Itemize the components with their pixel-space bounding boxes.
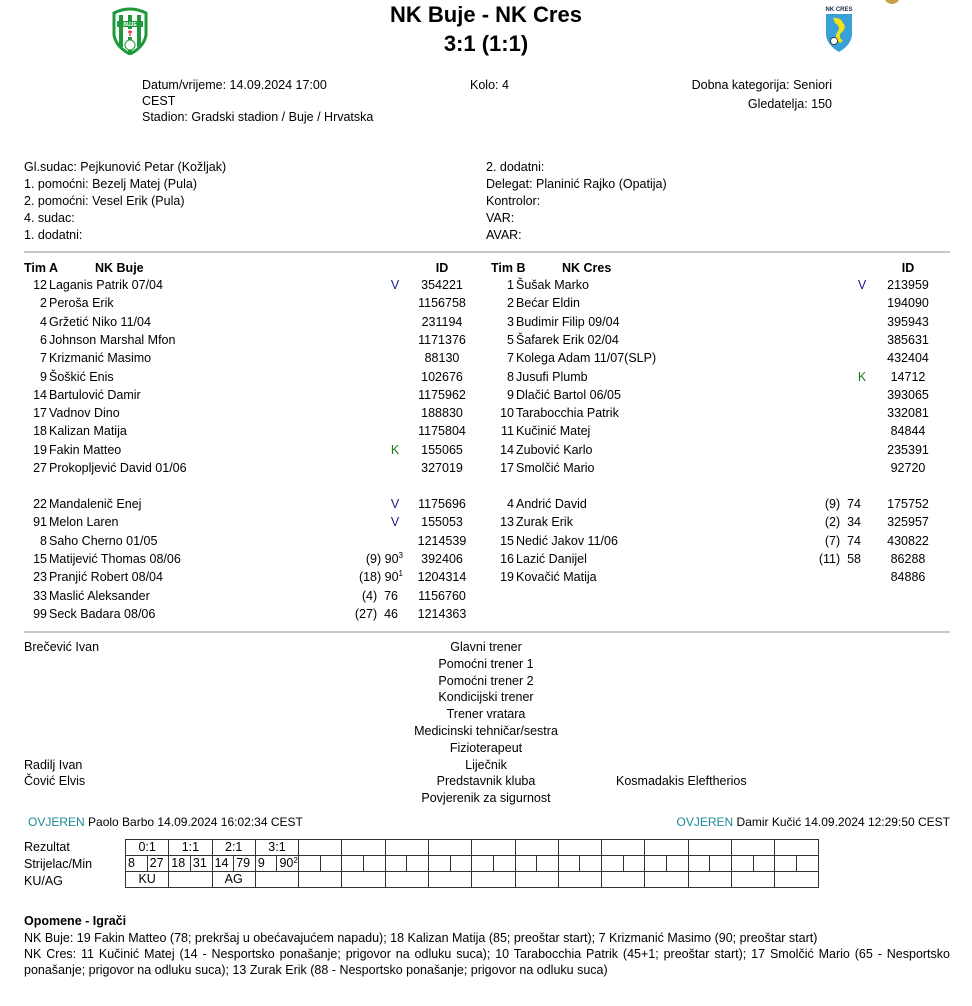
result-cell xyxy=(342,840,385,856)
player-id: 432404 xyxy=(887,351,929,366)
player-number: 2 xyxy=(40,296,47,311)
player-row xyxy=(0,422,972,440)
team-b-id-header: ID xyxy=(901,261,915,275)
player-name: Fakin Matteo xyxy=(49,442,122,457)
goalkeeper-marker: V xyxy=(857,278,867,292)
divider xyxy=(24,251,950,253)
player-row xyxy=(0,276,972,294)
result-cell xyxy=(428,840,471,856)
added-time: 3 xyxy=(398,550,403,560)
result-cell xyxy=(299,840,342,856)
player-name: Melon Laren xyxy=(49,515,119,530)
substitution-info xyxy=(355,605,403,623)
goal-type-cell xyxy=(731,872,774,888)
official-line: AVAR: xyxy=(486,228,522,242)
captain-marker: K xyxy=(390,442,400,457)
substitution-minute: (18) 90 xyxy=(358,570,399,585)
goal-minute-cell xyxy=(493,856,515,872)
goal-type-cell xyxy=(255,872,298,888)
player-name: Mandalenič Enej xyxy=(49,497,142,511)
substitution-minute: (9) 74 xyxy=(824,497,861,511)
player-number: 8 xyxy=(507,369,514,384)
player-id: 1156758 xyxy=(418,296,466,311)
goal-minute: 27 xyxy=(149,856,164,870)
goal-minute-cell xyxy=(407,856,429,872)
player-name: Andrić David xyxy=(516,497,587,511)
goal-type-cell xyxy=(775,872,818,888)
result-cell: 1:1 xyxy=(169,840,212,856)
scorer-number-cell xyxy=(385,856,407,872)
team-b-name: NK Cres xyxy=(562,261,612,275)
goal-type-cell xyxy=(688,872,731,888)
player-row xyxy=(0,404,972,422)
verified-status: OVJEREN xyxy=(676,815,734,829)
player-number: 9 xyxy=(507,387,514,402)
scorer-number-cell: 14 xyxy=(212,856,234,872)
goal-type-cell xyxy=(645,872,688,888)
goal-minute-cell xyxy=(796,856,818,872)
verified-by: Damir Kučić 14.09.2024 12:29:50 CEST xyxy=(736,815,950,829)
player-name: Kovačić Matija xyxy=(516,570,597,585)
player-id: 1214363 xyxy=(417,606,467,621)
substitution-info xyxy=(825,495,866,513)
staff-role: Fizioterapeut xyxy=(449,740,523,755)
goalkeeper-marker: V xyxy=(390,515,400,530)
player-number: 15 xyxy=(500,533,514,548)
match-title: NK Buje - NK Cres xyxy=(390,2,582,27)
result-label: Rezultat xyxy=(24,840,70,854)
player-id: 155065 xyxy=(421,442,463,457)
goal-minute-cell xyxy=(623,856,645,872)
scorer-number-cell xyxy=(558,856,580,872)
goal-type-cell xyxy=(515,872,558,888)
player-number: 4 xyxy=(40,314,47,329)
substitution-info xyxy=(825,532,866,550)
player-name: Johnson Marshal Mfon xyxy=(49,332,176,347)
goal-minute-cell xyxy=(320,856,342,872)
player-name: Šafarek Erik 02/04 xyxy=(516,332,619,347)
player-name: Budimir Filip 09/04 xyxy=(516,314,620,329)
player-name: Lazić Danijel xyxy=(516,551,587,566)
player-id: 1175962 xyxy=(418,387,466,402)
player-id: 1156760 xyxy=(418,588,466,603)
verified-status: OVJEREN xyxy=(28,815,85,829)
player-number: 27 xyxy=(33,461,47,475)
substitution-info xyxy=(825,513,866,531)
player-name: Zubović Karlo xyxy=(516,442,593,457)
official-line: 2. dodatni: xyxy=(486,160,545,174)
cautions-away: NK Cres: 11 Kučinić Matej (14 - Nesportsko ponašanje; prigovor na odluku suca); 10 Tarabocchia Patrik (45+1; preoštar start); 17 Smolčić Mario (65 - Nesportsko ponašanje; prigovor na odluku suca); 13 Zurak Erik (88 - Nesportsko ponašanje; prigovor na odluku suca) xyxy=(24,947,950,977)
staff-role: Kondicijski trener xyxy=(438,690,534,705)
goal-type-cell xyxy=(169,872,212,888)
goalkeeper-marker: V xyxy=(390,278,400,292)
player-id: 14712 xyxy=(890,369,926,384)
player-row xyxy=(0,587,972,605)
player-number: 13 xyxy=(500,515,514,530)
player-number: 4 xyxy=(507,497,514,511)
player-name: Laganis Patrik 07/04 xyxy=(49,278,163,292)
player-number: 7 xyxy=(40,351,47,366)
player-row xyxy=(0,368,972,386)
player-row xyxy=(0,331,972,349)
goal-type-cell: AG xyxy=(212,872,255,888)
player-number: 10 xyxy=(500,406,514,421)
player-row xyxy=(0,605,972,623)
scorer-number-cell: 18 xyxy=(169,856,191,872)
team-a-id-header: ID xyxy=(435,261,449,275)
scorer-number-cell xyxy=(645,856,667,872)
player-name: Prokopljević David 01/06 xyxy=(49,461,187,475)
goal-minute-cell xyxy=(753,856,775,872)
player-number: 2 xyxy=(507,296,514,311)
player-name: Peroša Erik xyxy=(49,296,114,311)
goal-minute-cell xyxy=(147,856,169,872)
player-number: 19 xyxy=(500,570,514,585)
substitution-minute: (27) 46 xyxy=(354,606,398,621)
player-number: 33 xyxy=(33,588,47,603)
scorer-number-cell xyxy=(515,856,537,872)
player-name: Jusufi Plumb xyxy=(516,369,588,384)
result-cell: 2:1 xyxy=(212,840,255,856)
player-row xyxy=(0,550,972,568)
player-id: 102676 xyxy=(421,369,463,384)
official-line: VAR: xyxy=(486,211,515,225)
official-line: 4. sudac: xyxy=(24,211,75,225)
goal-minute-cell xyxy=(277,856,299,872)
staff-role: Pomoćni trener 2 xyxy=(438,673,534,688)
player-row xyxy=(0,294,972,312)
player-id: 84886 xyxy=(890,570,926,585)
goal-minute-cell xyxy=(190,856,212,872)
scorer-number-cell xyxy=(472,856,494,872)
player-name: Seck Badara 08/06 xyxy=(49,606,156,621)
player-number: 3 xyxy=(507,314,514,329)
player-id: 1204314 xyxy=(417,570,467,585)
substitution-minute: (7) 74 xyxy=(824,533,861,548)
player-number: 11 xyxy=(501,424,514,439)
officials-left xyxy=(24,159,226,244)
player-id: 327019 xyxy=(421,461,463,475)
goal-type-cell xyxy=(299,872,342,888)
player-name: Kalizan Matija xyxy=(49,424,127,439)
team-a-label: Tim A xyxy=(24,261,59,275)
away-team-logo xyxy=(823,5,855,53)
goalkeeper-marker: V xyxy=(390,497,400,511)
staff-role: Povjerenik za sigurnost xyxy=(421,791,551,806)
player-id: 92720 xyxy=(890,461,926,475)
goal-minute: 31 xyxy=(192,856,207,870)
result-cell xyxy=(385,840,428,856)
home-verification xyxy=(28,814,303,830)
goal-type-cell xyxy=(385,872,428,888)
player-name: Bartulović Damir xyxy=(49,387,141,402)
player-id: 175752 xyxy=(887,497,929,511)
match-score: 3:1 (1:1) xyxy=(443,31,529,56)
official-line: 2. pomoćni: Vesel Erik (Pula) xyxy=(24,194,185,208)
player-id: 393065 xyxy=(887,387,929,402)
player-name: Šušak Marko xyxy=(516,278,589,292)
player-row xyxy=(0,441,972,459)
svg-text:BUJE: BUJE xyxy=(123,22,137,28)
player-number: 14 xyxy=(33,387,47,402)
verified-by: Paolo Barbo 14.09.2024 16:02:34 CEST xyxy=(88,815,303,829)
player-id: 231194 xyxy=(421,314,463,329)
player-number: 91 xyxy=(33,515,47,530)
substitution-minute: (2) 34 xyxy=(824,515,861,530)
player-name: Kučinić Matej xyxy=(516,424,591,439)
scorer-number-cell: 9 xyxy=(255,856,277,872)
player-name: Pranjić Robert 08/04 xyxy=(49,570,163,585)
player-id: 395943 xyxy=(887,314,929,329)
player-name: Zurak Erik xyxy=(516,515,573,530)
player-number: 7 xyxy=(507,351,514,366)
player-number: 5 xyxy=(507,332,514,347)
player-number: 22 xyxy=(33,497,47,511)
player-id: 392406 xyxy=(421,551,463,566)
result-cell xyxy=(472,840,515,856)
player-id: 86288 xyxy=(890,551,926,566)
player-name: Vadnov Dino xyxy=(49,406,120,421)
official-line: Delegat: Planinić Rajko (Opatija) xyxy=(486,177,667,191)
staff-role: Predstavnik kluba xyxy=(436,774,536,789)
divider xyxy=(24,631,950,633)
scorer-number-cell xyxy=(428,856,450,872)
goal-minute-cell xyxy=(364,856,386,872)
home-staff-member: Radilj Ivan xyxy=(24,757,83,772)
player-id: 354221 xyxy=(421,278,463,292)
player-id: 1175696 xyxy=(418,497,466,511)
official-line: 1. pomoćni: Bezelj Matej (Pula) xyxy=(24,177,197,191)
player-id: 1171376 xyxy=(418,332,466,347)
player-name: Tarabocchia Patrik xyxy=(516,406,619,421)
player-id: 88130 xyxy=(424,351,460,366)
match-round: Kolo: 4 xyxy=(470,78,509,92)
goal-type-cell xyxy=(602,872,645,888)
goal-minute-cell xyxy=(234,856,256,872)
match-datetime: Datum/vrijeme: 14.09.2024 17:00 xyxy=(142,78,327,92)
team-b-label: Tim B xyxy=(491,261,526,275)
player-row xyxy=(0,313,972,331)
player-number: 15 xyxy=(33,551,47,566)
player-number: 6 xyxy=(40,332,47,347)
scorer-number-cell xyxy=(731,856,753,872)
penalty-owngoal-label: KU/AG xyxy=(24,874,63,888)
player-name: Šoškić Enis xyxy=(49,369,114,384)
staff-role: Glavni trener xyxy=(450,640,522,654)
player-name: Saho Cherno 01/05 xyxy=(49,533,158,548)
goal-minute-cell xyxy=(537,856,559,872)
goal-minute-cell xyxy=(667,856,689,872)
result-cell xyxy=(731,840,774,856)
goal-type-cell xyxy=(342,872,385,888)
player-name: Kolega Adam 11/07(SLP) xyxy=(516,351,657,366)
goal-minute: 79 xyxy=(236,856,251,870)
team-a-name: NK Buje xyxy=(95,261,144,275)
player-name: Maslić Aleksander xyxy=(49,588,150,603)
attendance: Gledatelja: 150 xyxy=(747,97,832,111)
substitution-minute: (9) 90 xyxy=(365,551,399,566)
player-row xyxy=(0,459,972,477)
player-name: Dlačić Bartol 06/05 xyxy=(516,387,621,402)
staff-role: Trener vratara xyxy=(446,707,526,722)
player-number: 19 xyxy=(33,442,47,457)
goal-minute-cell xyxy=(450,856,472,872)
player-name: Nedić Jakov 11/06 xyxy=(516,533,618,548)
goal-minute-cell xyxy=(710,856,732,872)
away-verification xyxy=(677,814,950,830)
official-line: Gl.sudac: Pejkunović Petar (Kožljak) xyxy=(24,160,227,174)
added-time: 1 xyxy=(398,569,403,579)
official-line: Kontrolor: xyxy=(486,194,541,208)
player-id: 155053 xyxy=(421,515,463,530)
result-cell xyxy=(515,840,558,856)
player-row xyxy=(0,568,972,586)
player-number: 17 xyxy=(33,406,47,421)
scorer-label: Strijelac/Min xyxy=(24,857,93,871)
svg-text:NK CRES: NK CRES xyxy=(825,7,853,13)
goal-type-cell xyxy=(558,872,601,888)
goal-type-row xyxy=(126,872,819,888)
substitution-info xyxy=(362,587,403,605)
age-category: Dobna kategorija: Seniori xyxy=(691,78,832,92)
result-cell xyxy=(688,840,731,856)
player-id: 385631 xyxy=(887,332,929,347)
player-row xyxy=(0,513,972,531)
player-number: 17 xyxy=(500,461,514,475)
home-staff-member: Čović Elvis xyxy=(24,774,86,789)
player-number: 1 xyxy=(507,278,514,292)
player-name: Bećar Eldin xyxy=(516,296,580,311)
player-number: 16 xyxy=(500,551,514,566)
goals-table xyxy=(125,839,819,888)
player-number: 8 xyxy=(40,533,47,548)
player-id: 235391 xyxy=(887,442,929,457)
player-number: 18 xyxy=(33,424,47,439)
player-id: 430822 xyxy=(887,533,929,548)
player-id: 1175804 xyxy=(418,424,466,439)
player-id: 325957 xyxy=(887,515,929,530)
added-time: 2 xyxy=(293,856,298,865)
substitution-info xyxy=(819,550,866,568)
player-number: 12 xyxy=(33,278,47,292)
staff-role: Liječnik xyxy=(465,757,507,772)
player-id: 84844 xyxy=(890,424,926,439)
result-cell xyxy=(602,840,645,856)
substitution-minute: (11) 58 xyxy=(818,551,861,566)
goal-minute-cell xyxy=(580,856,602,872)
home-staff-member: Brečević Ivan xyxy=(24,640,100,654)
scorer-number-cell: 8 xyxy=(126,856,148,872)
staff-role: Pomoćni trener 1 xyxy=(438,656,534,671)
player-number: 99 xyxy=(33,606,47,621)
player-name: Krizmanić Masimo xyxy=(49,351,152,366)
captain-marker: K xyxy=(857,369,867,384)
scorer-row xyxy=(126,856,819,872)
player-row xyxy=(0,386,972,404)
player-number: 14 xyxy=(500,442,514,457)
goals-row-labels xyxy=(24,839,92,890)
scorer-number-cell xyxy=(688,856,710,872)
player-id: 194090 xyxy=(887,296,929,311)
result-cell xyxy=(775,840,818,856)
player-id: 332081 xyxy=(887,406,929,421)
match-stadium: Stadion: Gradski stadion / Buje / Hrvatska xyxy=(142,110,374,124)
official-line: 1. dodatni: xyxy=(24,228,83,242)
cautions-title: Opomene - Igrači xyxy=(24,914,127,928)
scorer-number-cell xyxy=(299,856,321,872)
result-row xyxy=(126,840,819,856)
player-number: 23 xyxy=(33,570,47,585)
cautions-home: NK Buje: 19 Fakin Matteo (78; prekršaj u obećavajućem napadu); 18 Kalizan Matija (85; preoštar start); 7 Krizmanić Masimo (90; preoštar start) xyxy=(24,931,818,945)
player-id: 213959 xyxy=(887,278,929,292)
player-row xyxy=(0,532,972,550)
player-name: Matijević Thomas 08/06 xyxy=(49,551,181,566)
goal-type-cell xyxy=(428,872,471,888)
match-timezone: CEST xyxy=(142,94,176,108)
result-cell: 0:1 xyxy=(126,840,169,856)
player-id: 188830 xyxy=(421,406,463,421)
player-row xyxy=(0,495,972,513)
scorer-number-cell xyxy=(342,856,364,872)
result-cell xyxy=(558,840,601,856)
player-id: 1214539 xyxy=(417,533,467,548)
scorer-number-cell xyxy=(602,856,624,872)
result-cell xyxy=(645,840,688,856)
away-staff-member: Kosmadakis Eleftherios xyxy=(616,774,747,789)
player-number: 9 xyxy=(40,369,47,384)
player-name: Smolčić Mario xyxy=(516,461,595,475)
scorer-number-cell xyxy=(775,856,797,872)
player-row xyxy=(0,349,972,367)
player-name: Gržetić Niko 11/04 xyxy=(49,314,151,329)
officials-right xyxy=(486,159,667,244)
substitution-minute: (4) 76 xyxy=(361,588,398,603)
goal-type-cell xyxy=(472,872,515,888)
result-cell: 3:1 xyxy=(255,840,298,856)
staff-role: Medicinski tehničar/sestra xyxy=(414,724,558,738)
goal-minute: 90 xyxy=(279,856,294,870)
goal-type-cell: KU xyxy=(126,872,169,888)
